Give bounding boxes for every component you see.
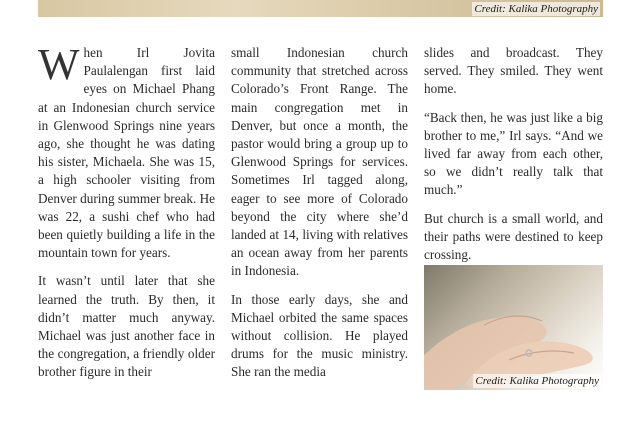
article-paragraph: slides and broadcast. They served. They smiled. They went home.	[424, 45, 603, 97]
hands-illustration	[424, 265, 603, 390]
drop-cap: W	[38, 40, 80, 89]
photo-credit: Credit: Kalika Photography	[475, 375, 599, 387]
article-column-1	[38, 40, 215, 392]
article-paragraph: But church is a small world, and their paths were destined to keep crossing.	[424, 210, 603, 263]
article-column-2	[231, 44, 408, 392]
hands-photo	[424, 265, 603, 390]
article-paragraph: It wasn’t until later that she learned the truth. By then, it didn’t matter much anyway. Michael was just another face in the congregation, a friendly older brother figure in their	[38, 273, 215, 380]
paragraph-text: hen Irl Jovita Paulalengan first laid eyes on Michael Phang at an Indonesian church service in Glenwood Springs nine years ago, she thought he was dating his sister, Michaela. She was 15, a high schooler visiting from Denver during summer break. He was 22, a sushi chef who had been quietly building a life in the mountain town for years.	[38, 45, 215, 261]
article-paragraph: small Indonesian church community that stretched across Colorado’s Front Range. The main congregation met in Denver, but once a month, the pastor would bring a group up to Glenwood Springs for services. Sometimes Irl tagged along, eager to see more of Colorado beyond the city where she’d landed at 14, living with relatives an ocean away from her parents in Indonesia.	[231, 45, 408, 279]
article-column-3	[424, 44, 603, 274]
article-paragraph: In those early days, she and Michael orbited the same spaces without collision. He played drums for the music ministry. She ran the media	[231, 291, 408, 380]
photo-credit: Credit: Kalika Photography	[474, 3, 598, 15]
article-paragraph	[38, 40, 215, 262]
article-paragraph: “Back then, he was just like a big brother to me,” Irl says. “And we lived far away from each other, so we didn’t really talk that much.”	[424, 109, 603, 198]
top-photo	[38, 0, 603, 17]
